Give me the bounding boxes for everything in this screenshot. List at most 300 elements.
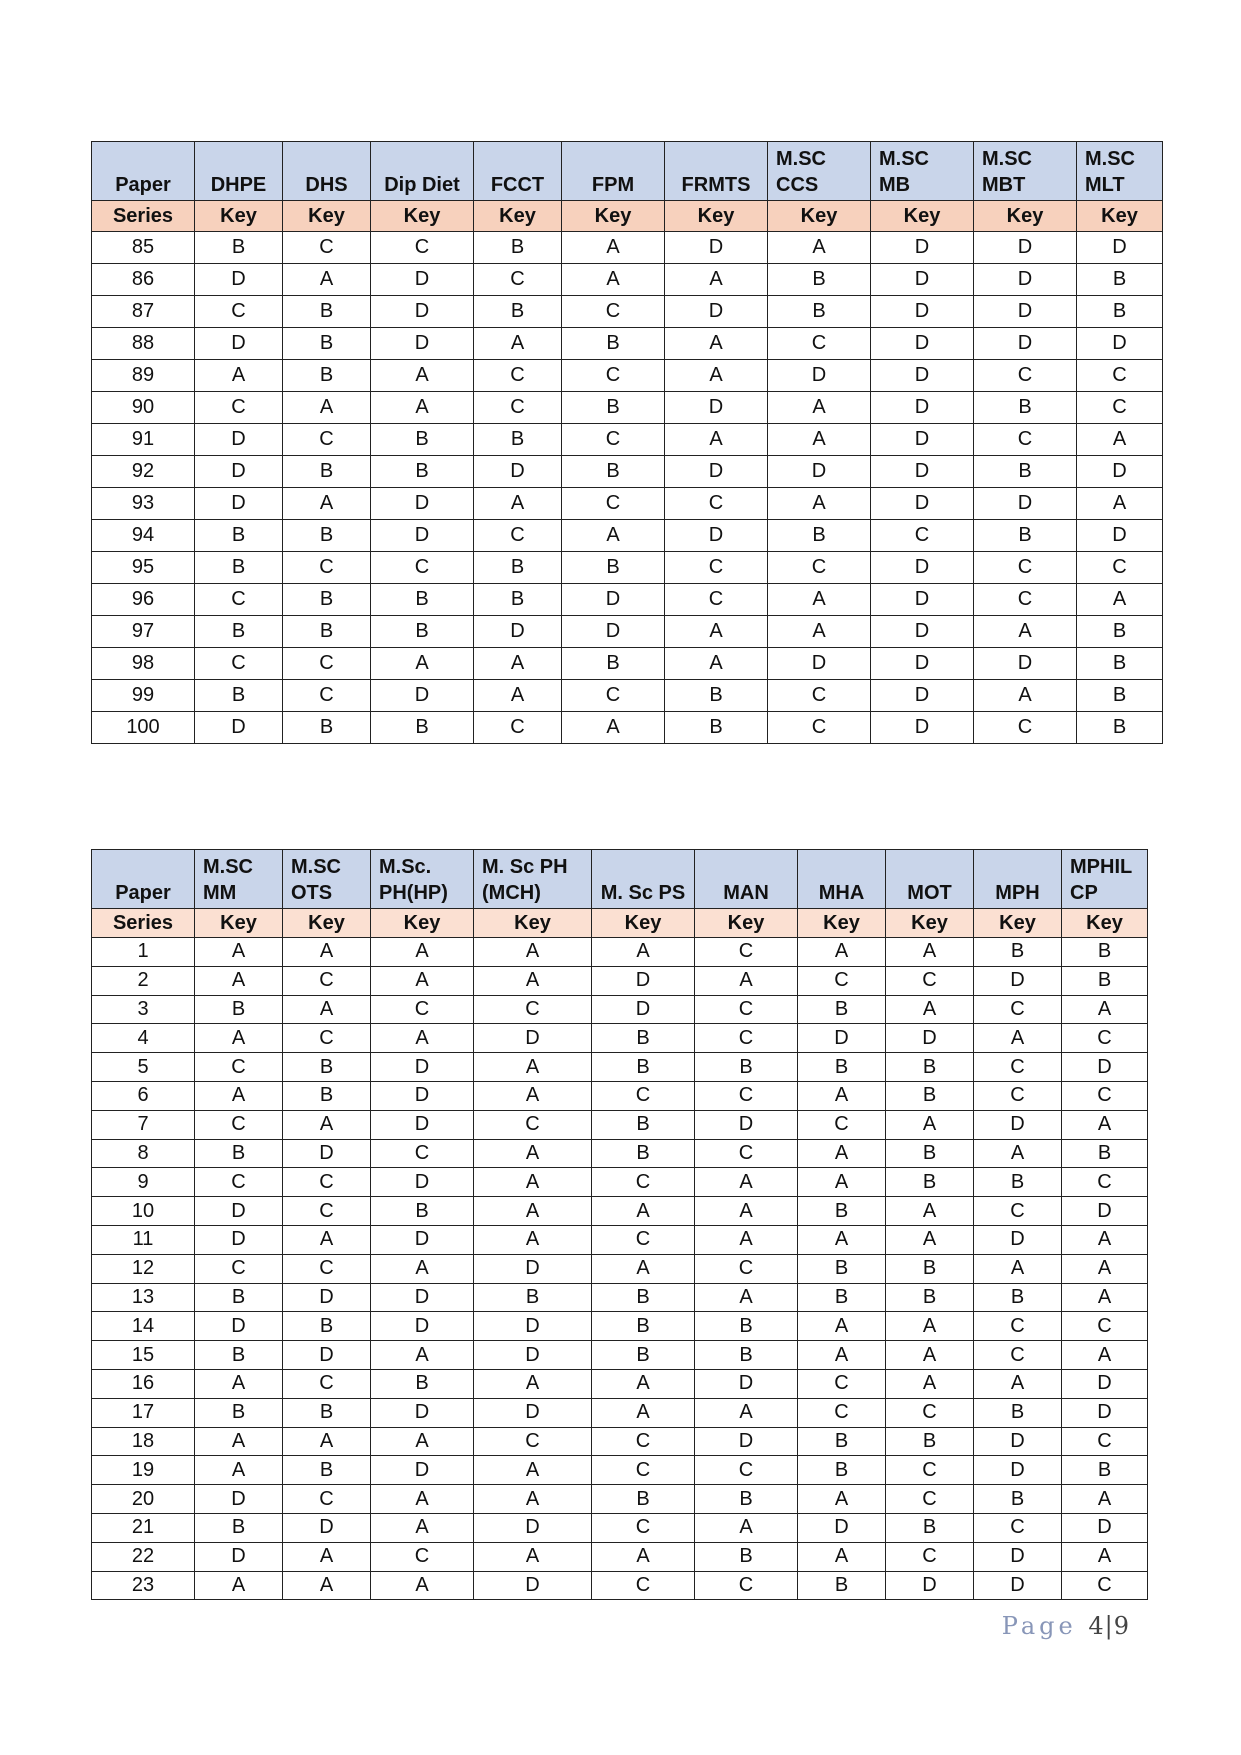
answer-cell: A <box>592 1542 695 1571</box>
table-row <box>92 520 1163 552</box>
answer-cell: B <box>283 296 371 328</box>
answer-cell: B <box>195 552 283 584</box>
column-header-paper: Paper <box>92 850 195 909</box>
answer-cell: D <box>871 264 974 296</box>
answer-cell: C <box>195 296 283 328</box>
subheader-key: Key <box>283 201 371 232</box>
answer-cell: D <box>371 1081 474 1110</box>
table-row <box>92 456 1163 488</box>
answer-cell: D <box>283 1283 371 1312</box>
answer-cell: A <box>1062 1110 1148 1139</box>
answer-cell: A <box>886 1110 974 1139</box>
question-number-cell: 93 <box>92 488 195 520</box>
answer-cell: D <box>474 616 562 648</box>
answer-cell: A <box>474 1081 592 1110</box>
table-body <box>92 938 1148 1600</box>
answer-cell: B <box>1062 1139 1148 1168</box>
subheader-key: Key <box>768 201 871 232</box>
question-number-cell: 98 <box>92 648 195 680</box>
question-number-cell: 92 <box>92 456 195 488</box>
answer-cell: D <box>474 1312 592 1341</box>
answer-cell: D <box>195 456 283 488</box>
answer-cell: D <box>871 488 974 520</box>
answer-key-table-2 <box>91 849 1148 1600</box>
answer-cell: D <box>768 456 871 488</box>
answer-cell: A <box>195 1081 283 1110</box>
answer-cell: B <box>974 1283 1062 1312</box>
answer-cell: A <box>474 680 562 712</box>
column-header: M.Sc. PH(HP) <box>371 850 474 909</box>
table-row <box>92 328 1163 360</box>
answer-cell: A <box>768 488 871 520</box>
answer-cell: C <box>974 424 1077 456</box>
column-header: M.SC MM <box>195 850 283 909</box>
answer-cell: C <box>562 488 665 520</box>
answer-cell: C <box>695 995 798 1024</box>
answer-cell: D <box>974 1542 1062 1571</box>
answer-cell: A <box>695 1283 798 1312</box>
answer-cell: D <box>974 1110 1062 1139</box>
subheader-key: Key <box>474 201 562 232</box>
answer-cell: C <box>474 520 562 552</box>
answer-cell: C <box>592 1513 695 1542</box>
answer-cell: B <box>974 938 1062 967</box>
column-header: FRMTS <box>665 142 768 201</box>
answer-cell: A <box>195 966 283 995</box>
answer-cell: A <box>665 264 768 296</box>
answer-cell: C <box>474 360 562 392</box>
answer-cell: A <box>768 424 871 456</box>
question-number-cell: 13 <box>92 1283 195 1312</box>
answer-cell: B <box>798 1197 886 1226</box>
answer-cell: A <box>562 712 665 744</box>
table-row <box>92 1254 1148 1283</box>
answer-cell: A <box>283 1427 371 1456</box>
table-row <box>92 1456 1148 1485</box>
column-header: M.SC MB <box>871 142 974 201</box>
page-footer <box>1002 1612 1130 1640</box>
answer-cell: D <box>974 1456 1062 1485</box>
page-current: 4 <box>1088 1612 1105 1640</box>
answer-cell: B <box>283 1053 371 1082</box>
question-number-cell: 5 <box>92 1053 195 1082</box>
answer-cell: C <box>474 712 562 744</box>
answer-cell: B <box>695 1312 798 1341</box>
subheader-key: Key <box>665 201 768 232</box>
answer-cell: A <box>562 232 665 264</box>
answer-cell: D <box>871 552 974 584</box>
answer-cell: B <box>592 1341 695 1370</box>
question-number-cell: 20 <box>92 1485 195 1514</box>
answer-cell: B <box>283 584 371 616</box>
answer-cell: B <box>1062 938 1148 967</box>
answer-cell: B <box>886 1139 974 1168</box>
answer-cell: A <box>283 938 371 967</box>
question-number-cell: 96 <box>92 584 195 616</box>
column-header: M.SC CCS <box>768 142 871 201</box>
answer-cell: A <box>768 584 871 616</box>
answer-cell: D <box>195 712 283 744</box>
answer-cell: A <box>371 360 474 392</box>
answer-cell: B <box>283 1312 371 1341</box>
table-row <box>92 1513 1148 1542</box>
answer-cell: A <box>665 424 768 456</box>
table-row <box>92 938 1148 967</box>
answer-cell: B <box>665 680 768 712</box>
table-row <box>92 488 1163 520</box>
answer-cell: C <box>195 1254 283 1283</box>
answer-cell: B <box>283 1398 371 1427</box>
answer-cell: B <box>283 1456 371 1485</box>
answer-cell: D <box>665 296 768 328</box>
subheader-key: Key <box>592 909 695 938</box>
answer-cell: B <box>562 648 665 680</box>
answer-cell: D <box>474 1571 592 1600</box>
answer-cell: C <box>283 1024 371 1053</box>
answer-cell: D <box>665 232 768 264</box>
answer-cell: A <box>798 1485 886 1514</box>
answer-cell: C <box>695 1254 798 1283</box>
table-row <box>92 1398 1148 1427</box>
answer-cell: A <box>474 966 592 995</box>
column-header: FPM <box>562 142 665 201</box>
table-row <box>92 1542 1148 1571</box>
answer-cell: B <box>474 232 562 264</box>
answer-cell: A <box>283 264 371 296</box>
answer-cell: C <box>974 552 1077 584</box>
answer-cell: A <box>283 1110 371 1139</box>
answer-cell: B <box>283 328 371 360</box>
answer-cell: A <box>195 1456 283 1485</box>
answer-cell: D <box>1062 1398 1148 1427</box>
answer-cell: B <box>886 1513 974 1542</box>
answer-cell: A <box>1077 488 1163 520</box>
answer-cell: B <box>1077 616 1163 648</box>
answer-cell: A <box>371 1427 474 1456</box>
table-row <box>92 1369 1148 1398</box>
answer-cell: A <box>798 1225 886 1254</box>
answer-cell: A <box>283 1571 371 1600</box>
answer-cell: D <box>592 966 695 995</box>
answer-cell: C <box>974 1341 1062 1370</box>
answer-cell: C <box>474 1110 592 1139</box>
answer-cell: A <box>562 264 665 296</box>
answer-cell: D <box>871 232 974 264</box>
answer-cell: C <box>283 1485 371 1514</box>
answer-cell: D <box>695 1427 798 1456</box>
answer-cell: B <box>195 232 283 264</box>
answer-cell: A <box>886 1312 974 1341</box>
answer-cell: C <box>592 1081 695 1110</box>
answer-cell: D <box>974 1225 1062 1254</box>
answer-cell: B <box>195 995 283 1024</box>
answer-cell: C <box>1062 1081 1148 1110</box>
answer-cell: B <box>474 584 562 616</box>
answer-cell: A <box>886 938 974 967</box>
subheader-key: Key <box>371 201 474 232</box>
answer-cell: B <box>283 1081 371 1110</box>
answer-cell: D <box>1062 1053 1148 1082</box>
answer-cell: D <box>871 328 974 360</box>
answer-cell: A <box>592 1369 695 1398</box>
answer-cell: C <box>665 584 768 616</box>
answer-cell: C <box>974 1053 1062 1082</box>
answer-cell: C <box>695 938 798 967</box>
answer-cell: D <box>474 1024 592 1053</box>
answer-cell: C <box>886 1485 974 1514</box>
question-number-cell: 91 <box>92 424 195 456</box>
answer-cell: B <box>1077 264 1163 296</box>
answer-cell: A <box>886 1369 974 1398</box>
answer-cell: C <box>886 1398 974 1427</box>
answer-cell: C <box>371 1542 474 1571</box>
answer-cell: A <box>283 392 371 424</box>
answer-cell: B <box>562 328 665 360</box>
column-header: MOT <box>886 850 974 909</box>
answer-cell: A <box>768 232 871 264</box>
answer-cell: A <box>798 1081 886 1110</box>
answer-cell: B <box>371 584 474 616</box>
table-row <box>92 680 1163 712</box>
answer-cell: A <box>371 1485 474 1514</box>
question-number-cell: 4 <box>92 1024 195 1053</box>
question-number-cell: 3 <box>92 995 195 1024</box>
answer-cell: D <box>871 712 974 744</box>
column-header: M. Sc PS <box>592 850 695 909</box>
question-number-cell: 6 <box>92 1081 195 1110</box>
question-number-cell: 8 <box>92 1139 195 1168</box>
answer-cell: C <box>283 552 371 584</box>
column-header: MPHIL CP <box>1062 850 1148 909</box>
answer-cell: A <box>474 328 562 360</box>
answer-cell: C <box>562 296 665 328</box>
answer-cell: C <box>562 424 665 456</box>
answer-cell: C <box>768 712 871 744</box>
answer-cell: C <box>1062 1571 1148 1600</box>
answer-cell: B <box>768 296 871 328</box>
answer-cell: A <box>974 1369 1062 1398</box>
answer-cell: B <box>798 1254 886 1283</box>
answer-cell: B <box>1077 648 1163 680</box>
answer-cell: B <box>474 1283 592 1312</box>
answer-cell: B <box>695 1053 798 1082</box>
answer-cell: B <box>1062 1456 1148 1485</box>
answer-cell: A <box>1062 995 1148 1024</box>
answer-cell: A <box>474 1485 592 1514</box>
subheader-key: Key <box>974 201 1077 232</box>
answer-cell: A <box>886 1341 974 1370</box>
answer-cell: C <box>283 1369 371 1398</box>
answer-cell: C <box>1077 552 1163 584</box>
answer-cell: D <box>886 1024 974 1053</box>
answer-cell: B <box>195 1139 283 1168</box>
table-row <box>92 360 1163 392</box>
answer-cell: D <box>974 488 1077 520</box>
answer-cell: A <box>798 1139 886 1168</box>
question-number-cell: 19 <box>92 1456 195 1485</box>
question-number-cell: 85 <box>92 232 195 264</box>
answer-cell: A <box>974 1024 1062 1053</box>
answer-cell: C <box>283 966 371 995</box>
answer-cell: B <box>974 392 1077 424</box>
answer-cell: D <box>195 264 283 296</box>
question-number-cell: 18 <box>92 1427 195 1456</box>
table-row <box>92 1312 1148 1341</box>
answer-cell: A <box>798 1542 886 1571</box>
answer-cell: D <box>871 616 974 648</box>
table-row <box>92 392 1163 424</box>
subheader-key: Key <box>562 201 665 232</box>
subheader-key: Key <box>195 909 283 938</box>
answer-cell: D <box>768 360 871 392</box>
table-row <box>92 552 1163 584</box>
answer-cell: D <box>371 328 474 360</box>
answer-cell: D <box>474 1513 592 1542</box>
answer-cell: D <box>1077 328 1163 360</box>
question-number-cell: 99 <box>92 680 195 712</box>
answer-cell: A <box>798 1168 886 1197</box>
answer-cell: B <box>195 520 283 552</box>
answer-cell: A <box>371 1024 474 1053</box>
answer-cell: B <box>1077 680 1163 712</box>
answer-cell: C <box>695 1456 798 1485</box>
answer-cell: B <box>283 456 371 488</box>
answer-cell: C <box>1062 1024 1148 1053</box>
answer-cell: A <box>474 1197 592 1226</box>
answer-cell: A <box>371 1513 474 1542</box>
question-number-cell: 14 <box>92 1312 195 1341</box>
answer-cell: B <box>371 1197 474 1226</box>
answer-cell: A <box>371 392 474 424</box>
answer-cell: B <box>886 1427 974 1456</box>
answer-cell: B <box>592 1139 695 1168</box>
answer-cell: D <box>974 966 1062 995</box>
question-number-cell: 16 <box>92 1369 195 1398</box>
answer-cell: D <box>371 1053 474 1082</box>
answer-cell: C <box>1062 1427 1148 1456</box>
answer-key-table-1 <box>91 141 1163 744</box>
answer-cell: C <box>768 552 871 584</box>
answer-cell: D <box>665 456 768 488</box>
column-header: DHS <box>283 142 371 201</box>
answer-cell: D <box>695 1369 798 1398</box>
table-row <box>92 264 1163 296</box>
answer-cell: A <box>283 1225 371 1254</box>
question-number-cell: 89 <box>92 360 195 392</box>
question-number-cell: 86 <box>92 264 195 296</box>
question-number-cell: 11 <box>92 1225 195 1254</box>
answer-cell: D <box>974 296 1077 328</box>
answer-cell: C <box>195 392 283 424</box>
answer-cell: C <box>974 1081 1062 1110</box>
answer-cell: D <box>871 392 974 424</box>
answer-cell: D <box>283 1139 371 1168</box>
table-row <box>92 1485 1148 1514</box>
answer-cell: A <box>371 966 474 995</box>
answer-cell: A <box>195 1427 283 1456</box>
answer-cell: C <box>1077 360 1163 392</box>
answer-cell: D <box>371 1283 474 1312</box>
question-number-cell: 90 <box>92 392 195 424</box>
question-number-cell: 23 <box>92 1571 195 1600</box>
answer-cell: C <box>195 648 283 680</box>
answer-cell: A <box>371 1341 474 1370</box>
question-number-cell: 10 <box>92 1197 195 1226</box>
answer-cell: B <box>592 1312 695 1341</box>
table-row <box>92 1081 1148 1110</box>
answer-cell: D <box>1077 232 1163 264</box>
answer-cell: D <box>195 1485 283 1514</box>
answer-cell: D <box>283 1513 371 1542</box>
column-header: M.SC OTS <box>283 850 371 909</box>
answer-cell: A <box>371 648 474 680</box>
answer-cell: B <box>695 1341 798 1370</box>
answer-cell: D <box>871 648 974 680</box>
answer-cell: C <box>665 552 768 584</box>
answer-cell: A <box>1062 1283 1148 1312</box>
answer-cell: D <box>195 1197 283 1226</box>
question-number-cell: 2 <box>92 966 195 995</box>
answer-cell: C <box>371 552 474 584</box>
answer-cell: A <box>562 520 665 552</box>
answer-cell: C <box>562 680 665 712</box>
answer-cell: D <box>871 360 974 392</box>
answer-cell: D <box>974 232 1077 264</box>
answer-cell: A <box>195 1369 283 1398</box>
answer-cell: B <box>974 456 1077 488</box>
answer-cell: A <box>695 1168 798 1197</box>
answer-cell: D <box>371 1398 474 1427</box>
table-body <box>92 232 1163 744</box>
subheader-key: Key <box>871 201 974 232</box>
subheader-key: Key <box>371 909 474 938</box>
answer-cell: B <box>592 1110 695 1139</box>
subheader-key: Key <box>283 909 371 938</box>
subheader-key: Key <box>1062 909 1148 938</box>
answer-cell: A <box>695 1398 798 1427</box>
answer-cell: C <box>886 1456 974 1485</box>
answer-cell: B <box>1062 966 1148 995</box>
answer-cell: B <box>768 520 871 552</box>
answer-cell: A <box>768 616 871 648</box>
answer-cell: B <box>798 1571 886 1600</box>
answer-cell: A <box>1062 1485 1148 1514</box>
table-row <box>92 712 1163 744</box>
answer-cell: A <box>195 938 283 967</box>
answer-cell: D <box>768 648 871 680</box>
answer-cell: D <box>974 1571 1062 1600</box>
answer-cell: B <box>371 456 474 488</box>
answer-cell: C <box>768 680 871 712</box>
answer-cell: C <box>195 584 283 616</box>
table-subheader-row <box>92 909 1148 938</box>
answer-cell: D <box>195 424 283 456</box>
answer-cell: D <box>871 680 974 712</box>
answer-cell: B <box>695 1542 798 1571</box>
page-total: 9 <box>1113 1612 1130 1640</box>
question-number-cell: 88 <box>92 328 195 360</box>
answer-cell: A <box>371 938 474 967</box>
answer-cell: A <box>283 995 371 1024</box>
answer-cell: C <box>695 1139 798 1168</box>
answer-cell: B <box>886 1283 974 1312</box>
answer-cell: D <box>871 424 974 456</box>
subheader-series: Series <box>92 909 195 938</box>
answer-cell: B <box>474 552 562 584</box>
answer-cell: C <box>665 488 768 520</box>
answer-cell: C <box>283 680 371 712</box>
answer-cell: A <box>695 1513 798 1542</box>
